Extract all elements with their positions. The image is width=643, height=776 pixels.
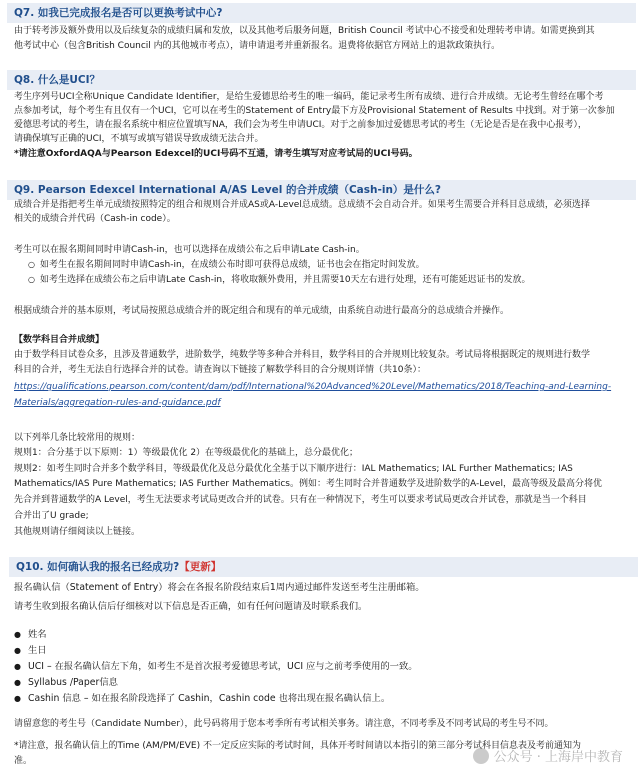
q10-time-note-end: 准。 — [14, 756, 33, 766]
q8-line-2: 点参加考试，每个考生有且仅有一个UCI，它可以在考生的Statement of Entry最下方及Provisional Statement of Results 中找到。对于第一次参加 — [14, 106, 615, 116]
watermark — [473, 746, 623, 765]
q9-rule-line: 合并出了U grade; — [14, 511, 89, 521]
circle-bullet-icon: ○ — [28, 260, 35, 269]
list-item-text: UCI – 在报名确认信左下角，如考生不是首次报考爱德思考试，UCI 应与之前考季使用的一致。 — [28, 661, 418, 672]
q9-late-item — [28, 273, 531, 287]
list-item — [14, 643, 47, 658]
q7-line-1: 由于转考涉及额外费用以及后续复杂的成绩归属和发放，以及其他考后服务问题，British Council 考试中心不接受和处理转考申请。如需更换到其 — [14, 26, 595, 36]
q9-math-line-1: 由于数学科目试卷众多，且涉及普通数学，进阶数学，纯数学等多种合并科目，数学科目的合并规则比较复杂。考试局将根据既定的规则进行数学 — [14, 350, 591, 360]
bullet-icon: ● — [14, 646, 21, 655]
bullet-icon: ● — [14, 630, 21, 639]
watermark-text: 公众号 · 上海岸中教育 — [493, 750, 623, 765]
aggregation-rules-link[interactable] — [14, 396, 634, 410]
q10-line-1: 报名确认信（Statement of Entry）将会在各报名阶段结束后1周内通过邮件发送至考生注册邮箱。 — [14, 582, 425, 593]
bullet-icon: ● — [14, 662, 21, 671]
q10-time-note: *请注意，报名确认信上的Time (AM/PM/EVE) 不一定反应实际的考试时间，具体开考时间请以本指引的第三部分考试科目信息表及考前通知为 — [14, 741, 581, 751]
q9-late-item-text: 如考生在报名期间同时申请Cash-in，在成绩公布时即可获得总成绩，证书也会在指定时间发放。 — [40, 260, 425, 270]
list-item — [14, 659, 418, 674]
q10-candidate-note: 请留意您的考生号（Candidate Number），此号码将用于您本考季所有考试相关事务。请注意，不同考季及不同考试局的考生号不同。 — [14, 719, 554, 729]
q9-heading: Q9. Pearson Edexcel International A/AS Level 的合并成绩（Cash-in）是什么? — [7, 180, 636, 200]
q8-line-1: 考生序列号UCI全称Unique Candidate Identifier，是给生爱德思给考生的唯一编码，能记录考生所有成绩、进行合并成绩。无论考生曾经在哪个考 — [14, 92, 604, 102]
q9-late-item-text: 如考生选择在成绩公布之后申请Late Cash-in，将收取额外费用，并且需要10天左右进行处理，还有可能延迟证书的发放。 — [40, 275, 531, 285]
q8-line-3: 爱德思考试的考生，请在报名系统中相应位置填写NA，我们会为考生申请UCI。对于之前参加过爱德思考试的考生（无论是否是在我中心报考）， — [14, 120, 587, 130]
list-item — [14, 691, 390, 706]
update-tag: 【更新】 — [179, 561, 222, 573]
q10-title: Q10. 如何确认我的报名已经成功? — [16, 561, 180, 573]
q8-line-4: 请确保填写正确的UCI，不填写或填写错误导致成绩无法合并。 — [14, 134, 264, 144]
q9-intro-1: 成绩合并是指把考生单元成绩按照特定的组合和规则合并成AS或A-Level总成绩。总成绩不会自动合并。如果考生需要合并科目总成绩，必须选择 — [14, 200, 590, 210]
q8-heading: Q8. 什么是UCI？ — [7, 70, 636, 90]
list-item-text: 生日 — [28, 645, 47, 656]
q9-principle: 根据成绩合并的基本原则，考试局按照总成绩合并的既定组合和现有的单元成绩，由系统自动进行最高分的总成绩合并操作。 — [14, 306, 510, 316]
aggregation-rules-link-part-2[interactable]: Materials/aggregation-rules-and-guidance.pdf — [14, 398, 221, 408]
q9-rule-line: 其他规则请仔细阅读以上链接。 — [14, 527, 141, 537]
bullet-icon: ● — [14, 678, 21, 687]
circle-bullet-icon: ○ — [28, 275, 35, 284]
q9-math-line-2: 科目的合并，考生无法自行选择合并的试卷。请查询以下链接了解数学科目的合分规则详情（共10条）： — [14, 365, 426, 375]
q9-rule-line: Mathematics/IAS Pure Mathematics; IAS Further Mathematics。例如：考生同时合并普通数学及进阶数学的A-Level，最高等级及最高分将优 — [14, 479, 602, 489]
q10-heading — [9, 557, 638, 577]
aggregation-rules-link-part-1[interactable]: https://qualifications.pearson.com/content/dam/pdf/International%20Advanced%20Level/Mathematics/2018/Teaching-and-Learning- — [14, 382, 612, 392]
q9-rule-line: 规则1：合分基于以下原则：1）等级最优化 2）在等级最优化的基础上，总分最优化； — [14, 448, 359, 458]
q9-rule-line: 规则2：如考生同时合并多个数学科目，等级最优化及总分最优化全基于以下顺序进行：IAL Mathematics; IAL Further Mathematics; IAS — [14, 464, 573, 474]
q7-heading: Q7. 如我已完成报名是否可以更换考试中心? — [7, 3, 636, 23]
q9-late-item — [28, 258, 425, 272]
list-item — [14, 627, 47, 642]
list-item-text: Cashin 信息 – 如在报名阶段选择了 Cashin，Cashin code 也将出现在报名确认信上。 — [28, 693, 391, 704]
wechat-icon — [473, 748, 489, 764]
q9-math-heading: 【数学科目合并成绩】 — [14, 335, 105, 345]
aggregation-rules-link[interactable] — [14, 380, 634, 394]
q9-rule-line: 先合并到普通数学的A Level，考生无法要求考试局更改合并的试卷。只有在一种情况下，考生可以要求考试局更改合并试卷，那就是当一个科目 — [14, 495, 587, 505]
list-item-text: Syllabus /Paper信息 — [28, 677, 118, 688]
list-item — [14, 675, 118, 690]
q8-note: *请注意OxfordAQA与Pearson Edexcel的UCI号码不互通，请考生填写对应考试局的UCI号码。 — [14, 149, 418, 159]
q9-intro-2: 相关的成绩合并代码（Cash-in code）。 — [14, 214, 176, 224]
q9-rules-intro: 以下列举几条比较常用的规则： — [14, 433, 141, 443]
q7-line-2: 他考试中心（包含British Council 内的其他城市考点），请申请退考并重新报名。退费将依据官方网站上的退款政策执行。 — [14, 41, 501, 51]
bullet-icon: ● — [14, 694, 21, 703]
q9-late-cashin: 考生可以在报名期间同时申请Cash-in，也可以选择在成绩公布之后申请Late Cash-in。 — [14, 245, 365, 255]
list-item-text: 姓名 — [28, 629, 47, 640]
q10-line-2: 请考生收到报名确认信后仔细核对以下信息是否正确，如有任何问题请及时联系我们。 — [14, 601, 368, 612]
